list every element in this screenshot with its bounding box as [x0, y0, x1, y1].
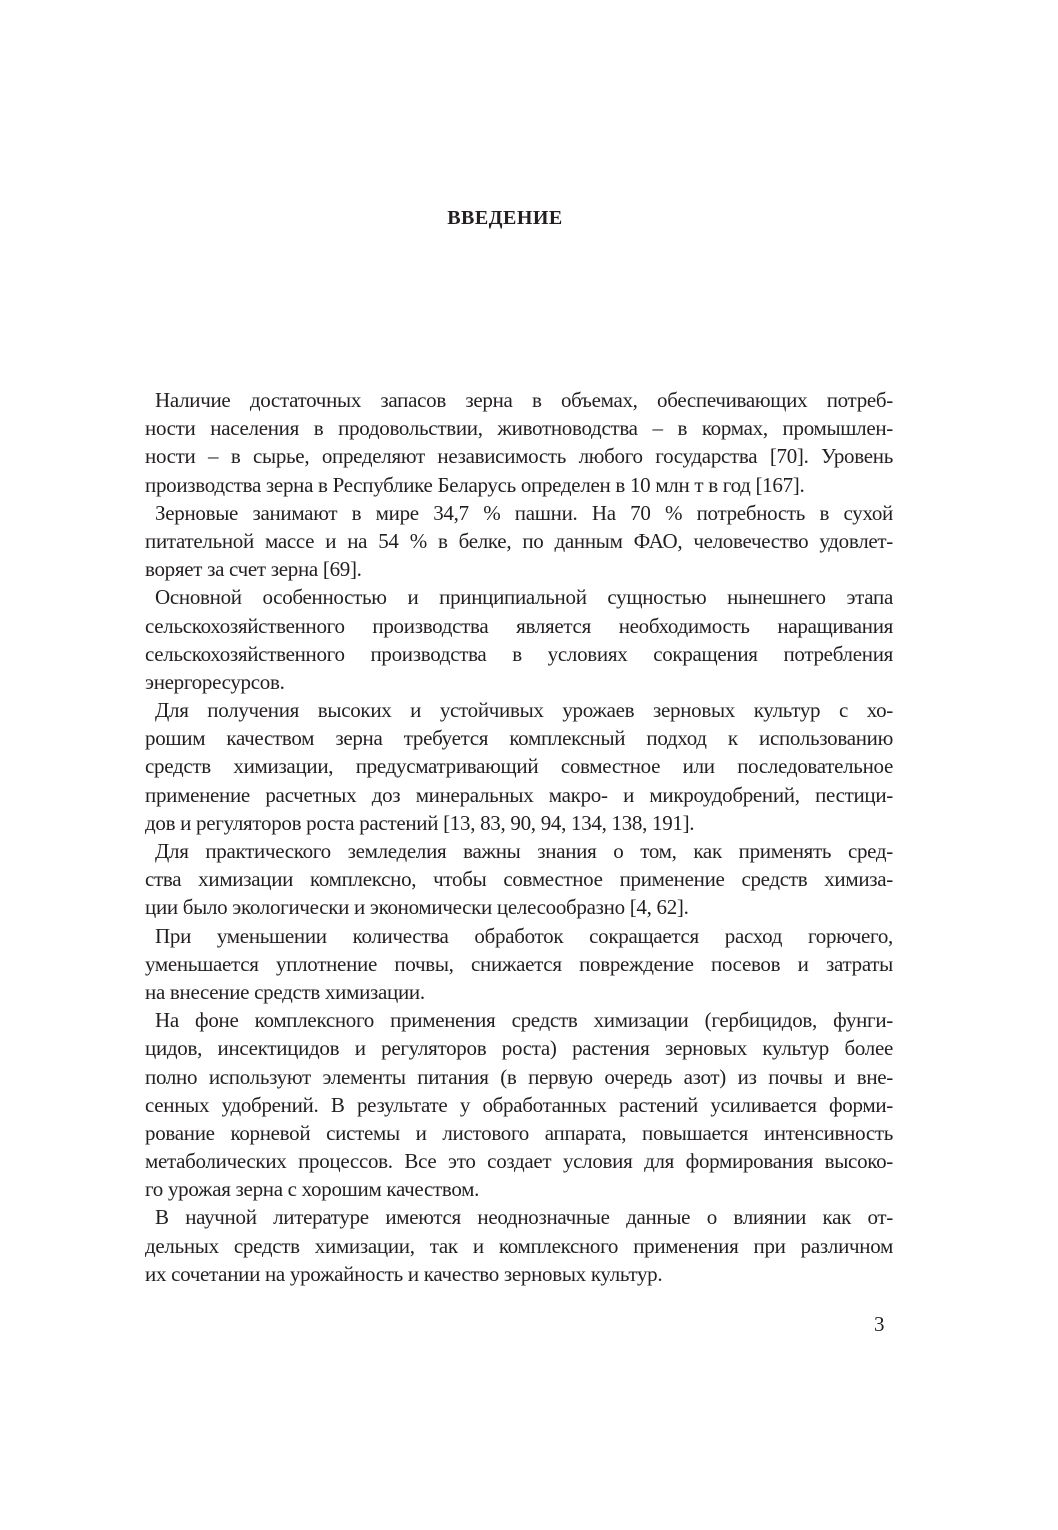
text-line: сельскохозяйственного производства является необходимость наращивания: [145, 613, 893, 638]
text-line: энергоресурсов.: [145, 669, 285, 694]
text-line: В научной литературе имеются неоднозначные данные о влиянии как от-: [155, 1205, 893, 1230]
text-line: рование корневой системы и листового аппарата, повышается интенсивность: [145, 1120, 893, 1145]
paragraph: [145, 837, 893, 922]
document-body: [145, 386, 893, 1288]
text-line: ства химизации комплексно, чтобы совместное применение средств химиза-: [145, 867, 893, 892]
text-line: их сочетании на урожайность и качество зерновых культур.: [145, 1261, 663, 1286]
text-line: сельскохозяйственного производства в условиях сокращения потребления: [145, 641, 893, 666]
text-line: дельных средств химизации, так и комплексного применения при различном: [145, 1233, 893, 1258]
paragraph: [145, 499, 893, 584]
text-line: сенных удобрений. В результате у обработанных растений усиливается форми-: [145, 1092, 893, 1117]
text-line: дов и регуляторов роста растений [13, 83, 90, 94, 134, 138, 191].: [145, 810, 695, 835]
text-line: го урожая зерна с хорошим качеством.: [145, 1177, 480, 1202]
text-line: питательной массе и на 54 % в белке, по данным ФАО, человечество удовлет-: [145, 528, 893, 553]
text-line: Для получения высоких и устойчивых урожаев зерновых культур с хо-: [155, 698, 893, 723]
text-line: уменьшается уплотнение почвы, снижается повреждение посевов и затраты: [145, 951, 893, 976]
text-line: на внесение средств химизации.: [145, 979, 425, 1004]
text-line: Зерновые занимают в мире 34,7 % пашни. На 70 % потребность в сухой: [155, 500, 893, 525]
paragraph: [145, 696, 893, 837]
text-line: Наличие достаточных запасов зерна в объемах, обеспечивающих потреб-: [155, 388, 893, 412]
text-line: воряет за счет зерна [69].: [145, 557, 362, 582]
page-number: 3: [874, 1312, 885, 1336]
text-line: Основной особенностью и принципиальной сущностью нынешнего этапа: [155, 585, 893, 610]
text-line: средств химизации, предусматривающий совместное или последовательное: [145, 754, 893, 779]
text-line: метаболических процессов. Все это создает условия для формирования высоко-: [145, 1149, 893, 1174]
text-line: цидов, инсектицидов и регуляторов роста) растения зерновых культур более: [145, 1036, 893, 1061]
text-line: рошим качеством зерна требуется комплексный подход к использованию: [145, 726, 893, 751]
text-line: Для практического земледелия важны знания о том, как применять сред-: [155, 839, 893, 863]
paragraph: [145, 922, 893, 1007]
text-line: ности – в сырье, определяют независимость любого государства [70]. Уровень: [145, 444, 893, 469]
text-line: производства зерна в Республике Беларусь определен в 10 млн т в год [167].: [145, 472, 805, 497]
text-line: ности населения в продовольствии, животноводства – в кормах, промышлен-: [145, 416, 893, 441]
text-line: полно используют элементы питания (в первую очередь азот) из почвы и вне-: [145, 1064, 893, 1089]
text-line: применение расчетных доз минеральных макро- и микроудобрений, пестици-: [145, 782, 893, 807]
page-title: ВВЕДЕНИЕ: [447, 207, 563, 229]
paragraph: [145, 1203, 893, 1288]
paragraph: [145, 583, 893, 696]
paragraph: [145, 1006, 893, 1203]
paragraph: [145, 386, 893, 499]
text-line: При уменьшении количества обработок сокращается расход горючего,: [155, 923, 893, 948]
text-line: На фоне комплексного применения средств химизации (гербицидов, фунги-: [155, 1008, 893, 1033]
text-line: ции было экологически и экономически целесообразно [4, 62].: [145, 895, 689, 920]
